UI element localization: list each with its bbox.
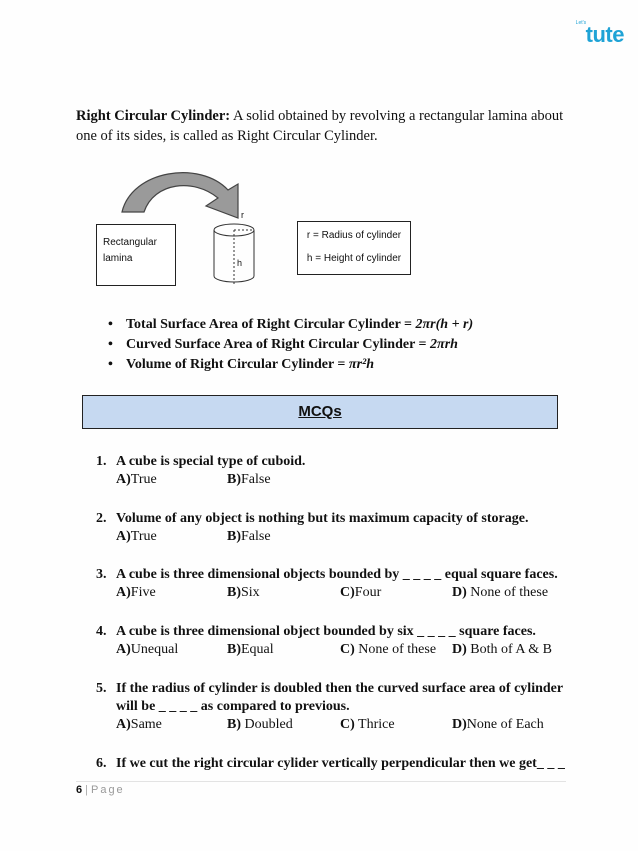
page-word: Page [90, 784, 125, 796]
option-d: D)None of Each [452, 717, 544, 732]
formula-item [108, 335, 473, 355]
question-number: 1. [96, 454, 107, 469]
question-number: 3. [96, 567, 107, 582]
question-1 [96, 454, 305, 470]
question-text: If the radius of cylinder is doubled then the curved surface area of cylinder [116, 681, 564, 696]
option-c: C)Four [340, 585, 382, 600]
lamina-label-2: lamina [103, 253, 133, 264]
question-number: 6. [96, 756, 107, 771]
brand-logo [575, 20, 624, 48]
formula-label: Total Surface Area of Right Circular Cylinder = [126, 317, 416, 332]
definition-paragraph [76, 106, 566, 146]
definition-line-2: one of its sides, is called as Right Circular Cylinder. [76, 128, 378, 144]
option-c: C) None of these [340, 642, 437, 657]
option-b: B)False [227, 472, 271, 487]
option-d: D) None of these [452, 585, 549, 600]
height-label: h [237, 258, 243, 268]
question-5 [96, 681, 563, 697]
formula-item [108, 355, 473, 375]
page-footer [76, 784, 125, 796]
option-b: B) Doubled [227, 717, 293, 732]
option-a: A)Five [116, 585, 156, 600]
definition-term: Right Circular Cylinder: [76, 108, 231, 124]
footer-separator: | [85, 784, 88, 796]
question-4 [96, 624, 536, 640]
legend-height: h = Height of cylinder [306, 253, 402, 264]
mcq-banner [82, 395, 558, 429]
question-text: Volume of any object is nothing but its maximum capacity of storage. [116, 511, 529, 526]
page-number: 6 [76, 784, 83, 796]
option-c: C) Thrice [340, 717, 395, 732]
question-3 [96, 567, 558, 583]
option-b: B)Six [227, 585, 260, 600]
formula-label: Curved Surface Area of Right Circular Cylinder = [126, 337, 431, 352]
formula-list [108, 315, 473, 375]
question-number: 4. [96, 624, 107, 639]
question-text: A cube is three dimensional objects bounded by _ _ _ _ equal square faces. [116, 567, 558, 582]
formula-expression: 2πr(h + r) [415, 317, 474, 332]
legend-radius: r = Radius of cylinder [306, 230, 402, 241]
question-number: 5. [96, 681, 107, 696]
question-2 [96, 511, 528, 527]
radius-label: r [241, 210, 244, 220]
formula-expression: 2πrh [430, 337, 458, 352]
question-5-continued [116, 699, 350, 715]
question-text: A cube is special type of cuboid. [116, 454, 306, 469]
option-a: A)Same [116, 717, 162, 732]
lamina-label-1: Rectangular [103, 237, 157, 248]
legend-box [297, 221, 411, 275]
question-6 [96, 756, 565, 772]
mcq-title: MCQs [298, 403, 342, 420]
question-text: A cube is three dimensional object bounded by six _ _ _ _ square faces. [116, 624, 536, 639]
question-text: If we cut the right circular cylider vertically perpendicular then we get_ _ _ [116, 756, 565, 771]
definition-line-1: A solid obtained by revolving a rectangular lamina about [230, 108, 564, 124]
formula-expression: πr²h [348, 357, 374, 372]
logo-text: tute [585, 22, 624, 47]
cylinder-diagram [206, 214, 266, 294]
option-b: B)Equal [227, 642, 274, 657]
option-a: A)True [116, 472, 157, 487]
logo-prefix: Let's [575, 20, 587, 26]
option-b: B)False [227, 529, 271, 544]
footer-divider [76, 781, 566, 782]
question-number: 2. [96, 511, 107, 526]
rectangular-lamina-box [96, 224, 176, 286]
option-a: A)Unequal [116, 642, 179, 657]
question-text: will be _ _ _ _ as compared to previous. [116, 699, 350, 714]
option-a: A)True [116, 529, 157, 544]
formula-label: Volume of Right Circular Cylinder = [126, 357, 349, 372]
formula-item [108, 315, 473, 335]
option-d: D) Both of A & B [452, 642, 552, 657]
